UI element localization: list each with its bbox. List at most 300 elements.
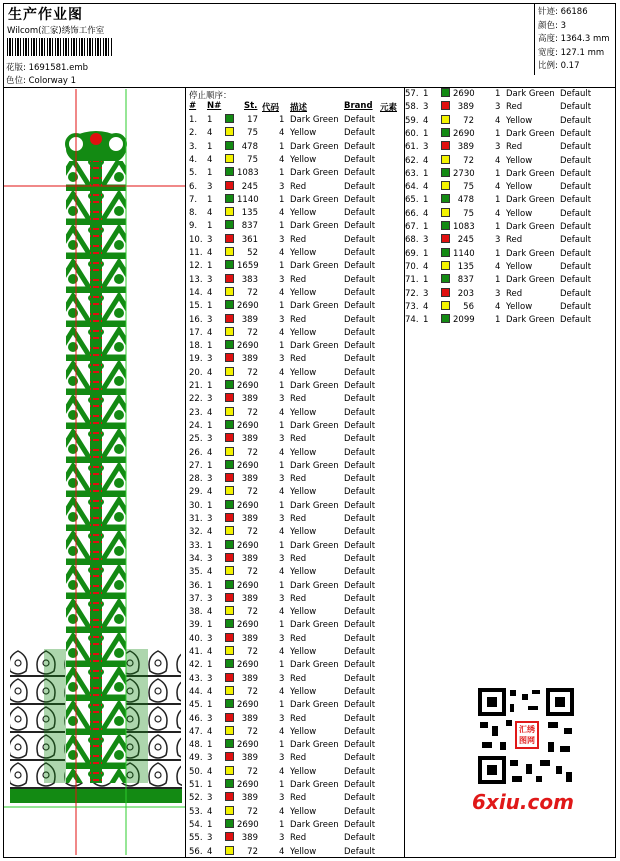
needle-number: 1 [207, 420, 213, 431]
color-description: Red [290, 434, 307, 445]
color-code: 4 [279, 128, 285, 139]
stop-number: 55. [189, 833, 203, 844]
sequence-row [189, 274, 399, 287]
color-description: Yellow [290, 327, 317, 338]
color-code: 4 [279, 407, 285, 418]
stop-number: 63. [405, 168, 419, 179]
needle-number: 4 [423, 261, 429, 272]
stitch-count: 2730 [453, 168, 475, 179]
sequence-row [189, 593, 399, 606]
stop-number: 56. [189, 846, 203, 857]
stop-number: 69. [405, 248, 419, 259]
sequence-row [405, 101, 615, 114]
thread-brand: Default [344, 793, 376, 804]
color-description: Yellow [290, 726, 317, 737]
color-code: 3 [495, 235, 501, 246]
thread-brand: Default [344, 633, 376, 644]
needle-number: 3 [423, 288, 429, 299]
color-description: Dark Green [506, 275, 555, 286]
color-swatch [441, 88, 450, 97]
stop-number: 7. [189, 194, 198, 205]
stitch-count: 72 [247, 407, 258, 418]
stitch-count: 389 [241, 434, 258, 445]
color-description: Red [290, 713, 307, 724]
stitch-count: 389 [241, 753, 258, 764]
sequence-row [189, 181, 399, 194]
bottom-base [10, 789, 182, 803]
stop-number: 57. [405, 89, 419, 99]
sequence-row [189, 340, 399, 353]
sequence-row [189, 553, 399, 566]
color-description: Red [290, 234, 307, 245]
stitch-count: 56 [463, 301, 474, 312]
color-swatch [441, 115, 450, 124]
color-description: Dark Green [290, 500, 339, 511]
stop-number: 43. [189, 673, 203, 684]
color-swatch [225, 699, 234, 708]
color-swatch [225, 673, 234, 682]
sequence-row [189, 566, 399, 579]
thread-brand: Default [344, 327, 376, 338]
color-code: 3 [495, 102, 501, 113]
color-swatch [225, 274, 234, 283]
color-code: 3 [279, 553, 285, 564]
color-description: Yellow [290, 154, 317, 165]
stitch-count: 1140 [237, 194, 259, 205]
color-description: Red [290, 354, 307, 365]
stitch-count: 389 [457, 142, 474, 153]
thread-brand: Default [344, 301, 376, 312]
color-code: 3 [279, 713, 285, 724]
stop-number: 3. [189, 141, 198, 152]
color-code: 4 [279, 686, 285, 697]
needle-number: 3 [207, 434, 213, 445]
color-swatch [225, 314, 234, 323]
stitch-count: 389 [241, 474, 258, 485]
stitch-count: 72 [247, 806, 258, 817]
color-code: 1 [495, 195, 501, 206]
color-swatch [225, 167, 234, 176]
color-description: Red [290, 274, 307, 285]
thread-brand: Default [344, 115, 376, 125]
sequence-row [189, 260, 399, 273]
stop-number: 9. [189, 221, 198, 232]
design-preview [4, 89, 185, 855]
color-description: Red [290, 593, 307, 604]
needle-number: 1 [207, 740, 213, 751]
sequence-row [189, 220, 399, 233]
thread-brand: Default [560, 315, 592, 326]
stitch-count: 72 [247, 607, 258, 618]
color-swatch [441, 101, 450, 110]
needle-number: 3 [207, 274, 213, 285]
color-code: 3 [495, 288, 501, 299]
color-swatch [441, 261, 450, 270]
thread-brand: Default [560, 235, 592, 246]
color-description: Dark Green [290, 141, 339, 152]
thread-brand: Default [344, 261, 376, 272]
stop-number: 62. [405, 155, 419, 166]
stop-number: 45. [189, 700, 203, 711]
color-description: Yellow [290, 567, 317, 578]
color-swatch [441, 141, 450, 150]
stitch-count: 245 [457, 235, 474, 246]
stop-number: 73. [405, 301, 419, 312]
stitch-count: 389 [241, 833, 258, 844]
sequence-row [405, 301, 615, 314]
color-code: 4 [279, 287, 285, 298]
color-code: 4 [279, 154, 285, 165]
sequence-row [405, 155, 615, 168]
barcode-image [7, 38, 113, 56]
stop-number: 65. [405, 195, 419, 206]
qr-code-image [470, 680, 582, 792]
stop-number: 5. [189, 168, 198, 179]
color-swatch [225, 473, 234, 482]
stop-number: 12. [189, 261, 203, 272]
stitch-count: 389 [241, 354, 258, 365]
stats-divider [534, 3, 535, 75]
color-description: Dark Green [290, 261, 339, 272]
stitch-count: 72 [463, 155, 474, 166]
color-description: Red [290, 633, 307, 644]
color-swatch [225, 500, 234, 509]
color-description: Yellow [290, 447, 317, 458]
needle-number: 4 [207, 154, 213, 165]
color-code: 3 [279, 314, 285, 325]
color-description: Dark Green [290, 540, 339, 551]
col-header-description: 描述 [290, 103, 308, 113]
needle-number: 4 [207, 607, 213, 618]
needle-number: 3 [423, 142, 429, 153]
needle-number: 3 [207, 514, 213, 524]
color-swatch [225, 327, 234, 336]
sequence-row [189, 633, 399, 646]
color-description: Yellow [506, 261, 533, 272]
stop-number: 24. [189, 420, 203, 431]
color-code: 1 [495, 168, 501, 179]
sequence-row [189, 659, 399, 672]
color-swatch [225, 766, 234, 775]
color-swatch [225, 207, 234, 216]
stitch-count: 389 [241, 673, 258, 684]
sequence-row [405, 208, 615, 221]
sequence-row [189, 500, 399, 513]
sequence-row [189, 247, 399, 260]
color-swatch [225, 806, 234, 815]
stop-number: 2. [189, 128, 198, 139]
thread-brand: Default [344, 208, 376, 219]
thread-brand: Default [344, 248, 376, 258]
pattern-filename: 花版: 1691581.emb [6, 63, 89, 73]
sequence-row [189, 127, 399, 140]
color-swatch [225, 819, 234, 828]
sequence-row [405, 314, 615, 327]
sequence-row [189, 513, 399, 526]
color-swatch [225, 713, 234, 722]
color-description: Yellow [290, 686, 317, 697]
stop-number: 47. [189, 726, 203, 737]
color-code: 3 [279, 274, 285, 285]
needle-number: 1 [207, 194, 213, 205]
color-swatch [225, 220, 234, 229]
stitch-count: 2690 [237, 460, 259, 471]
stop-number: 19. [189, 354, 203, 365]
sequence-row [189, 194, 399, 207]
sequence-row [189, 699, 399, 712]
stop-number: 28. [189, 474, 203, 485]
stitch-count: 17 [247, 115, 258, 125]
color-code: 1 [279, 780, 285, 790]
sequence-row [189, 114, 399, 127]
thread-brand: Default [344, 753, 376, 764]
stitch-count: 2690 [237, 620, 259, 631]
sequence-row [189, 726, 399, 739]
color-code: 4 [495, 155, 501, 166]
design-height: 高度: 1364.3 mm [538, 34, 610, 44]
color-description: Dark Green [506, 89, 555, 99]
stitch-count: 72 [247, 327, 258, 338]
thread-brand: Default [560, 142, 592, 153]
thread-brand: Default [560, 155, 592, 166]
color-code: 1 [279, 540, 285, 551]
needle-number: 1 [423, 168, 429, 179]
sequence-row [189, 752, 399, 765]
color-code: 4 [495, 182, 501, 193]
sequence-row [189, 380, 399, 393]
thread-brand: Default [560, 261, 592, 272]
sequence-row [405, 88, 615, 101]
stop-number: 70. [405, 261, 419, 272]
color-swatch [441, 234, 450, 243]
stop-number: 72. [405, 288, 419, 299]
color-code: 1 [279, 460, 285, 471]
needle-number: 3 [207, 833, 213, 844]
needle-number: 4 [207, 647, 213, 657]
stitch-count: 72 [463, 115, 474, 126]
color-swatch [225, 460, 234, 469]
color-code: 4 [279, 248, 285, 258]
color-code: 1 [279, 700, 285, 711]
stitch-count: 2690 [237, 700, 259, 711]
sequence-row [189, 846, 399, 859]
stitch-count: 2690 [453, 128, 475, 139]
stitch-count: 72 [247, 846, 258, 857]
stop-number: 42. [189, 660, 203, 671]
thread-brand: Default [344, 168, 376, 179]
needle-number: 3 [207, 314, 213, 325]
color-swatch [441, 155, 450, 164]
stop-number: 29. [189, 487, 203, 498]
color-description: Dark Green [290, 168, 339, 179]
colorway-name: 色位: Colorway 1 [6, 76, 77, 86]
needle-number: 3 [207, 793, 213, 804]
sequence-row [189, 819, 399, 832]
color-code: 4 [279, 527, 285, 538]
needle-number: 3 [207, 633, 213, 644]
needle-number: 3 [207, 181, 213, 192]
color-swatch [225, 540, 234, 549]
stitch-count: 837 [457, 275, 474, 286]
design-scale: 比例: 0.17 [538, 61, 580, 71]
sequence-row [189, 486, 399, 499]
stitch-count: 1083 [453, 222, 475, 232]
stitch-count: 2690 [237, 580, 259, 591]
stop-number: 52. [189, 793, 203, 804]
stitch-count: 72 [247, 726, 258, 737]
color-swatch [225, 300, 234, 309]
color-code: 1 [495, 315, 501, 326]
color-code: 4 [495, 115, 501, 126]
color-code: 3 [279, 394, 285, 405]
embroidery-preview-image [4, 89, 185, 855]
watermark-site[interactable]: 6xiu.com [472, 790, 574, 814]
sequence-row [189, 766, 399, 779]
stop-number: 16. [189, 314, 203, 325]
color-code: 1 [279, 500, 285, 511]
stitch-count: 389 [241, 633, 258, 644]
color-code: 3 [495, 142, 501, 153]
color-description: Yellow [290, 248, 317, 258]
color-code: 1 [279, 341, 285, 352]
needle-number: 1 [207, 500, 213, 511]
color-code: 3 [279, 474, 285, 485]
thread-brand: Default [344, 381, 376, 391]
col-header-brand: Brand [344, 101, 373, 111]
color-description: Yellow [506, 208, 533, 219]
stop-number: 18. [189, 341, 203, 352]
color-swatch [225, 580, 234, 589]
stitch-count: 1140 [453, 248, 475, 259]
needle-number: 1 [207, 341, 213, 352]
stop-number: 64. [405, 182, 419, 193]
color-swatch [441, 314, 450, 323]
color-code: 3 [279, 753, 285, 764]
color-count: 颜色: 3 [538, 20, 566, 31]
color-code: 3 [279, 833, 285, 844]
color-description: Dark Green [506, 168, 555, 179]
color-description: Red [506, 102, 523, 113]
color-description: Red [290, 673, 307, 684]
color-swatch [225, 340, 234, 349]
stitch-count: 2099 [453, 315, 475, 326]
sequence-row [405, 194, 615, 207]
color-description: Yellow [290, 208, 317, 219]
color-swatch [225, 593, 234, 602]
stop-number: 35. [189, 567, 203, 578]
color-swatch [225, 234, 234, 243]
color-swatch [225, 247, 234, 256]
color-swatch [225, 832, 234, 841]
stop-number: 23. [189, 407, 203, 418]
sequence-row [189, 739, 399, 752]
color-description: Yellow [290, 287, 317, 298]
color-swatch [225, 792, 234, 801]
sequence-row [189, 473, 399, 486]
stop-number: 74. [405, 315, 419, 326]
thread-brand: Default [344, 819, 376, 830]
stitch-count: 2690 [237, 819, 259, 830]
stitch-count: 389 [241, 553, 258, 564]
color-swatch [225, 420, 234, 429]
color-description: Dark Green [290, 420, 339, 431]
needle-number: 4 [207, 686, 213, 697]
color-swatch [225, 447, 234, 456]
stitch-count: 2690 [237, 540, 259, 551]
color-description: Dark Green [290, 460, 339, 471]
needle-number: 1 [207, 780, 213, 790]
needle-number: 4 [423, 182, 429, 193]
thread-brand: Default [344, 780, 376, 790]
needle-number: 3 [207, 553, 213, 564]
stop-number: 34. [189, 553, 203, 564]
needle-number: 1 [423, 195, 429, 206]
thread-brand: Default [560, 168, 592, 179]
needle-number: 4 [423, 155, 429, 166]
color-description: Red [506, 288, 523, 299]
stitch-count: 389 [241, 394, 258, 405]
sequence-row [189, 207, 399, 220]
color-code: 3 [279, 793, 285, 804]
color-swatch [225, 659, 234, 668]
color-code: 1 [279, 819, 285, 830]
col-header-code: 代码 [262, 103, 280, 113]
color-description: Red [290, 181, 307, 192]
color-code: 1 [279, 115, 285, 125]
needle-number: 1 [207, 460, 213, 471]
design-stats [538, 6, 610, 74]
color-code: 4 [279, 567, 285, 578]
stop-number: 13. [189, 274, 203, 285]
needle-number: 3 [207, 234, 213, 245]
thread-brand: Default [344, 194, 376, 205]
color-swatch [441, 301, 450, 310]
stop-number: 30. [189, 500, 203, 511]
stitch-count: 75 [247, 128, 258, 139]
page-title: 生产作业图 [8, 7, 83, 23]
color-code: 1 [279, 381, 285, 391]
color-description: Dark Green [290, 780, 339, 790]
color-description: Dark Green [290, 700, 339, 711]
color-swatch [441, 208, 450, 217]
sequence-row [189, 287, 399, 300]
thread-brand: Default [344, 154, 376, 165]
needle-number: 1 [207, 819, 213, 830]
stitch-count: 245 [241, 181, 258, 192]
color-swatch [225, 181, 234, 190]
needle-number: 3 [423, 102, 429, 113]
needle-number: 3 [207, 593, 213, 604]
color-code: 1 [279, 168, 285, 179]
color-description: Red [290, 753, 307, 764]
thread-brand: Default [560, 102, 592, 113]
needle-number: 3 [423, 235, 429, 246]
color-swatch [441, 194, 450, 203]
stitch-count: 72 [247, 527, 258, 538]
sequence-row [405, 141, 615, 154]
sequence-row [189, 806, 399, 819]
color-code: 4 [279, 487, 285, 498]
color-description: Dark Green [506, 222, 555, 232]
stop-number: 33. [189, 540, 203, 551]
color-code: 4 [495, 261, 501, 272]
stop-number: 17. [189, 327, 203, 338]
stitch-count: 72 [247, 686, 258, 697]
stitch-count: 389 [241, 514, 258, 524]
color-code: 1 [495, 275, 501, 286]
color-code: 1 [279, 141, 285, 152]
color-code: 1 [279, 420, 285, 431]
